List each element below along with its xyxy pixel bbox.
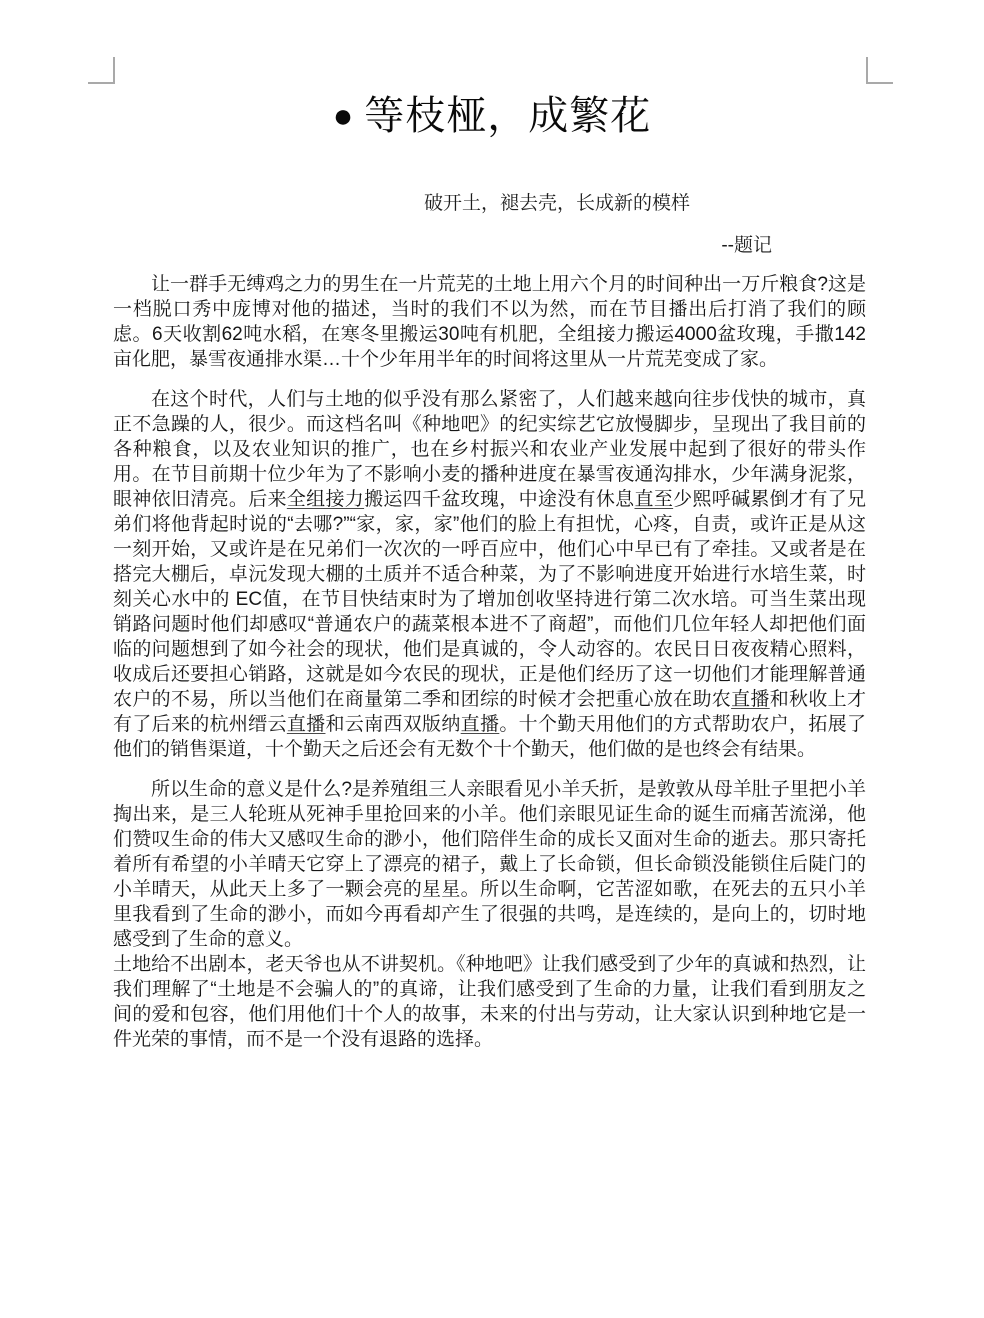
text-segment: 在这个时代，人们与土地的似乎没有那么紧密了，人们越来越向往步伐快的城市，真正不急躁的人，很少。而这档名叫《种地吧》的纪实综艺它放慢脚步，呈现出了我目前的各种粮食，以及农业知识的推广，也在乡村振兴和农业产业发展中起到了很好的带头作用。在节目前期十位少年为了不影响小麦的播种进度在暴雪夜通沟排水，少年满身泥浆，眼神依旧清亮。后来 [113, 389, 866, 510]
text-boundary-corner-top-left-icon [88, 57, 115, 84]
bullet-icon: ● [332, 97, 355, 135]
text-segment: 和秋收上才有了后来的杭州缙云 [113, 689, 866, 735]
epigraph-label: --题记 [721, 235, 772, 256]
document-title [0, 92, 984, 140]
text-segment: 所以生命的意义是什么?是养殖组三人亲眼看见小羊夭折，是敦敦从母羊肚子里把小羊掏出来，是三人轮班从死神手里抢回来的小羊。他们亲眼见证生命的诞生而痛苦流涕，他们赞叹生命的伟大又感叹生命的渺小，他们陪伴生命的成长又面对生命的逝去。那只寄托着所有希望的小羊晴天它穿上了漂亮的裙子，戴上了长命锁，但长命锁没能锁住后陡门的小羊晴天，从此天上多了一颗会亮的星星。所以生命啊，它苦涩如歌，在死去的五只小羊里我看到了生命的渺小，而如今再看却产生了很强的共鸣，是连续的，是向上的，切时地感受到了生命的意义。 [113, 779, 866, 950]
spellcheck-underlined-text: 直播 [460, 714, 500, 735]
spellcheck-underlined-text: 全组接力 [286, 489, 365, 510]
text-segment: 少熙呼碱累倒才有了兄弟们将他背起时说的“去哪?”“家，家，家”他们的脸上有担忧，心疼，自责，或许正是从这一刻开始，又或许是在兄弟们一次次的一呼百应中，他们心中早已有了牵挂。又或者是在搭完大棚后，卓沅发现大棚的土质并不适合种菜，为了不影响进度开始进行水培生菜，时刻关心水中的 EC值，在节目快结束时为了增加创收坚持进行第二次水培。可当生菜出现销路问题时他们却感叹“普通农户的蔬菜根本进不了商超”，而他们几位年轻人却把他们面临的问题想到了如今社会的现状，他们是真诚的，令人动容的。农民日日夜夜精心照料，收成后还要担心销路，这就是如今农民的现状，正是他们经历了这一切他们才能理解普通农户的不易，所以当他们在商量第二季和团综的时候才会把重心放在助农 [113, 489, 866, 710]
text-segment: 土地给不出剧本，老天爷也从不讲契机。《种地吧》让我们感受到了少年的真诚和热烈，让我们理解了“土地是不会骗人的”的真谛，让我们感受到了生命的力量，让我们看到朋友之间的爱和包容，他们用他们十个人的故事，未来的付出与劳动，让大家认识到种地它是一件光荣的事情，而不是一个没有退路的选择。 [113, 954, 866, 1050]
paragraph [113, 777, 866, 952]
text-segment: 。十个勤天用他们的方式帮助农户，拓展了他们的销售渠道，十个勤天之后还会有无数个十个勤天，他们做的是也终会有结果。 [113, 714, 866, 760]
text-boundary-corner-top-right-icon [866, 57, 893, 84]
text-segment: 搬运四千盆玫瑰，中途没有休息 [364, 489, 635, 510]
document-title-text: 等枝桠，成繁花 [364, 94, 652, 138]
spellcheck-underlined-text: 直播 [286, 714, 326, 735]
paragraph [113, 387, 866, 762]
text-segment: 让一群手无缚鸡之力的男生在一片荒芜的土地上用六个月的时间种出一万斤粮食?这是一档脱口秀中庞博对他的描述，当时的我们不以为然，而在节目播出后打消了我们的顾虑。6天收割62吨水稻，在寒冬里搬运30吨有机肥，全组接力搬运4000盆玫瑰，手撒142亩化肥，暴雪夜通排水渠…十个少年用半年的时间将这里从一片荒芜变成了家。 [113, 274, 866, 370]
document-subtitle: 破开土，褪去壳，长成新的模样 [423, 193, 690, 214]
spellcheck-underlined-text: 直播 [731, 689, 770, 710]
text-segment: 和云南西双版纳 [325, 714, 461, 735]
document-body [0, 272, 984, 1052]
spellcheck-underlined-text: 直至 [634, 489, 674, 510]
paragraph [113, 952, 866, 1052]
paragraph [113, 272, 866, 372]
